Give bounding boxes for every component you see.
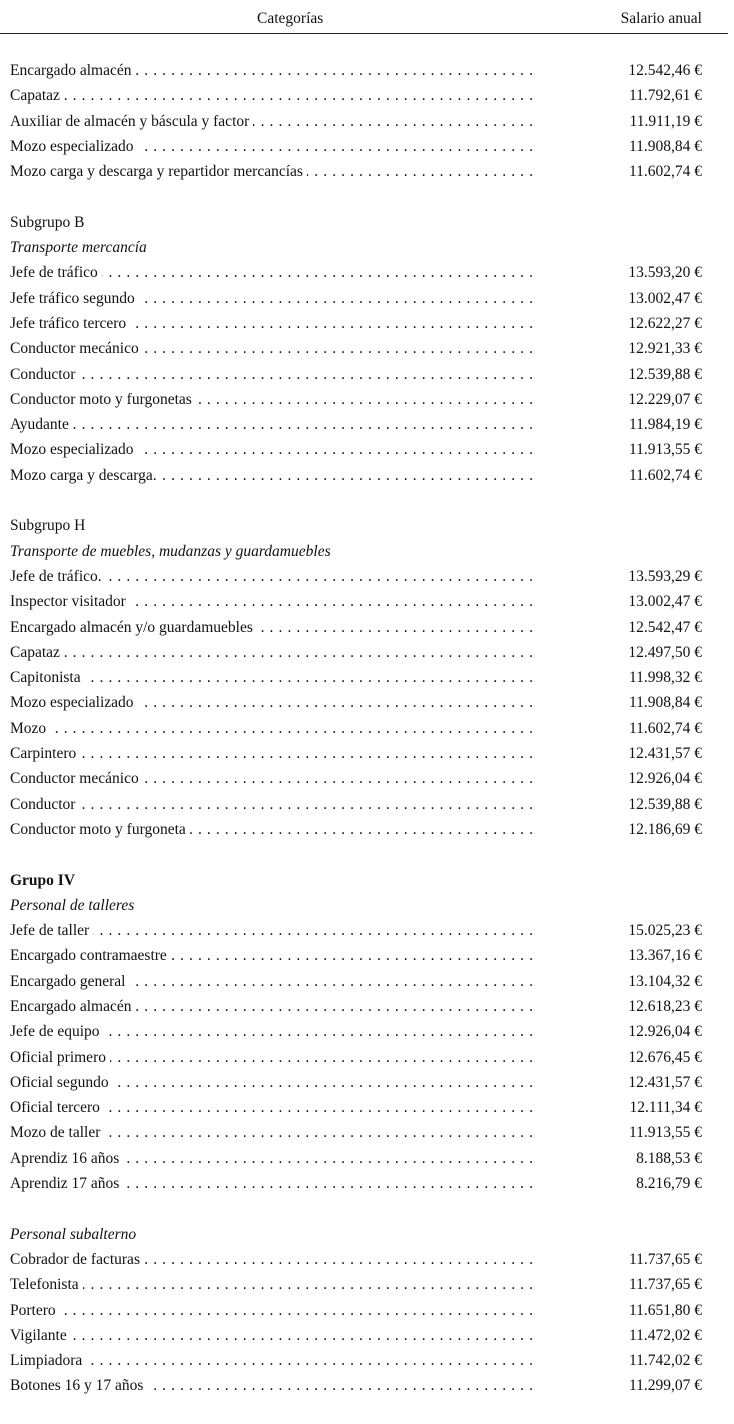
annual-salary: 12.497,50 € — [628, 643, 702, 661]
table-row — [10, 665, 702, 690]
column-header-salario: Salario anual — [620, 10, 702, 27]
category-name: Capitonista — [10, 669, 85, 686]
annual-salary: 11.908,84 € — [628, 137, 702, 155]
category-name: Jefe de taller — [10, 922, 93, 939]
annual-salary: 12.186,69 € — [628, 820, 702, 838]
annual-salary: 11.737,65 € — [628, 1250, 702, 1268]
category-leader — [10, 690, 537, 715]
annual-salary: 12.542,46 € — [628, 62, 702, 79]
category-leader — [10, 387, 537, 412]
category-name: Jefe de tráfico — [10, 264, 102, 281]
category-name: Mozo carga y descarga. — [10, 467, 161, 484]
table-row — [10, 1171, 702, 1196]
annual-salary: 11.913,55 € — [628, 1124, 702, 1142]
table-row — [10, 1095, 702, 1120]
table-header — [0, 0, 728, 34]
category-leader — [10, 109, 537, 134]
annual-salary: 11.998,32 € — [628, 669, 702, 687]
category-leader — [10, 994, 537, 1019]
annual-salary: 11.472,02 € — [628, 1326, 702, 1344]
table-row — [10, 741, 702, 766]
annual-salary: 8.216,79 € — [636, 1175, 702, 1193]
annual-salary: 11.742,02 € — [628, 1352, 702, 1370]
table-row — [10, 311, 702, 336]
category-leader — [10, 159, 537, 184]
category-leader — [10, 640, 537, 665]
table-row — [10, 640, 702, 665]
table-row — [10, 690, 702, 715]
category-leader — [10, 1373, 537, 1398]
category-leader — [10, 83, 537, 108]
table-row — [10, 1323, 702, 1348]
salary-section — [10, 513, 702, 842]
annual-salary: 12.926,04 € — [628, 1023, 702, 1041]
table-row — [10, 286, 702, 311]
annual-salary: 13.002,47 € — [628, 289, 702, 307]
table-row — [10, 1019, 702, 1044]
category-leader — [10, 943, 537, 968]
category-name: Capataz — [10, 644, 64, 661]
category-name: Jefe de tráfico. — [10, 568, 106, 585]
annual-salary: 11.911,19 € — [629, 112, 702, 130]
annual-salary: 11.602,74 € — [628, 719, 702, 737]
category-leader — [10, 918, 537, 943]
category-leader — [10, 589, 537, 614]
category-leader — [10, 1070, 537, 1095]
category-leader — [10, 1272, 537, 1297]
annual-salary: 13.104,32 € — [628, 972, 702, 990]
category-leader — [10, 716, 537, 741]
table-row — [10, 1373, 702, 1398]
table-row — [10, 1298, 702, 1323]
category-leader — [10, 1045, 537, 1070]
category-name: Cobrador de facturas — [10, 1251, 144, 1268]
section-subtitle: Personal subalterno — [10, 1225, 137, 1243]
category-leader — [10, 463, 537, 488]
annual-salary: 11.651,80 € — [628, 1301, 702, 1319]
annual-salary: 12.539,88 € — [628, 795, 702, 813]
annual-salary: 11.299,07 € — [628, 1377, 702, 1395]
annual-salary: 8.188,53 € — [636, 1149, 702, 1167]
category-name: Conductor moto y furgoneta — [10, 821, 190, 838]
table-row — [10, 615, 702, 640]
category-leader — [10, 437, 537, 462]
category-name: Conductor — [10, 366, 79, 383]
category-name: Portero — [10, 1302, 60, 1319]
category-name: Auxiliar de almacén y báscula y factor — [10, 113, 253, 130]
annual-salary: 12.542,47 € — [628, 618, 702, 636]
category-leader — [10, 665, 537, 690]
category-name: Encargado almacén — [10, 62, 136, 79]
category-name: Aprendiz 17 años — [10, 1175, 123, 1192]
section-subtitle: Transporte mercancía — [10, 239, 147, 257]
category-leader — [10, 412, 537, 437]
salary-section — [10, 868, 702, 1197]
category-leader — [10, 792, 537, 817]
category-name: Limpiadora — [10, 1352, 86, 1369]
category-name: Telefonista — [10, 1276, 83, 1293]
section-subtitle: Transporte de muebles, mudanzas y guardamuebles — [10, 542, 331, 560]
category-leader — [10, 1171, 537, 1196]
category-leader — [10, 615, 537, 640]
table-row — [10, 83, 702, 108]
category-name: Mozo especializado — [10, 441, 138, 458]
table-row — [10, 260, 702, 285]
category-name: Jefe tráfico tercero — [10, 315, 130, 332]
category-name: Conductor — [10, 796, 79, 813]
category-leader — [10, 1019, 537, 1044]
category-name: Inspector visitador — [10, 593, 130, 610]
table-row — [10, 1272, 702, 1297]
category-leader — [10, 1095, 537, 1120]
annual-salary: 11.602,74 € — [628, 163, 702, 181]
table-row — [10, 336, 702, 361]
category-name: Oficial segundo — [10, 1074, 113, 1091]
table-row — [10, 1120, 702, 1145]
annual-salary: 13.593,29 € — [628, 567, 702, 585]
category-name: Conductor moto y furgonetas — [10, 391, 196, 408]
category-name: Mozo especializado — [10, 138, 138, 155]
category-name: Capataz — [10, 87, 64, 104]
annual-salary: 13.367,16 € — [628, 947, 702, 965]
category-name: Vigilante — [10, 1327, 71, 1344]
annual-salary: 13.002,47 € — [628, 593, 702, 611]
category-name: Oficial primero — [10, 1049, 110, 1066]
section-subtitle: Personal de talleres — [10, 896, 135, 914]
annual-salary: 11.602,74 € — [628, 466, 702, 484]
category-leader — [10, 741, 537, 766]
table-row — [10, 362, 702, 387]
annual-salary: 15.025,23 € — [628, 922, 702, 940]
annual-salary: 12.539,88 € — [628, 365, 702, 383]
table-row — [10, 564, 702, 589]
category-leader — [10, 362, 537, 387]
category-leader — [10, 260, 537, 285]
annual-salary: 12.431,57 € — [628, 1073, 702, 1091]
annual-salary: 11.792,61 € — [628, 87, 702, 105]
annual-salary: 12.622,27 € — [628, 314, 702, 332]
category-name: Conductor mecánico — [10, 340, 143, 357]
category-leader — [10, 564, 537, 589]
category-name: Mozo especializado — [10, 694, 138, 711]
table-row — [10, 58, 702, 83]
category-name: Carpintero — [10, 745, 80, 762]
category-leader — [10, 817, 537, 842]
table-row — [10, 412, 702, 437]
annual-salary: 12.111,34 € — [629, 1099, 702, 1117]
category-leader — [10, 969, 537, 994]
category-name: Encargado almacén — [10, 998, 136, 1015]
annual-salary: 11.908,84 € — [628, 694, 702, 712]
salary-section — [10, 210, 702, 488]
category-name: Oficial tercero — [10, 1099, 104, 1116]
table-row — [10, 1070, 702, 1095]
table-row — [10, 716, 702, 741]
column-header-categorias: Categorías — [257, 10, 324, 27]
annual-salary: 11.913,55 € — [628, 441, 702, 459]
table-row — [10, 1146, 702, 1171]
category-leader — [10, 1247, 537, 1272]
table-row — [10, 817, 702, 842]
table-row — [10, 463, 702, 488]
category-name: Mozo carga y descarga y repartidor mercancías — [10, 163, 307, 180]
salary-section — [10, 1222, 702, 1399]
category-leader — [10, 286, 537, 311]
category-name: Encargado almacén y/o guardamuebles — [10, 619, 257, 636]
table-row — [10, 994, 702, 1019]
annual-salary: 12.676,45 € — [628, 1048, 702, 1066]
category-name: Botones 16 y 17 años — [10, 1377, 147, 1394]
table-row — [10, 918, 702, 943]
annual-salary: 13.593,20 € — [628, 264, 702, 282]
category-name: Jefe tráfico segundo — [10, 290, 139, 307]
table-row — [10, 437, 702, 462]
annual-salary: 12.921,33 € — [628, 340, 702, 358]
annual-salary: 12.926,04 € — [628, 770, 702, 788]
annual-salary: 12.431,57 € — [628, 745, 702, 763]
salary-sections — [10, 58, 702, 1424]
category-leader — [10, 1120, 537, 1145]
section-title: Subgrupo H — [10, 517, 86, 535]
table-row — [10, 589, 702, 614]
section-title: Subgrupo B — [10, 213, 85, 231]
table-row — [10, 792, 702, 817]
category-leader — [10, 336, 537, 361]
category-leader — [10, 311, 537, 336]
category-leader — [10, 58, 537, 83]
category-leader — [10, 1348, 537, 1373]
category-name: Encargado general — [10, 973, 129, 990]
table-row — [10, 1045, 702, 1070]
section-title: Grupo IV — [10, 871, 76, 889]
category-leader — [10, 1146, 537, 1171]
annual-salary: 12.229,07 € — [628, 390, 702, 408]
category-name: Ayudante — [10, 416, 73, 433]
salary-section — [10, 58, 702, 184]
category-name: Encargado contramaestre — [10, 947, 171, 964]
category-leader — [10, 766, 537, 791]
table-row — [10, 1348, 702, 1373]
table-row — [10, 943, 702, 968]
table-row — [10, 969, 702, 994]
table-row — [10, 159, 702, 184]
category-leader — [10, 134, 537, 159]
category-name: Mozo de taller — [10, 1124, 104, 1141]
table-row — [10, 766, 702, 791]
table-row — [10, 1247, 702, 1272]
annual-salary: 12.618,23 € — [628, 997, 702, 1015]
table-row — [10, 134, 702, 159]
category-name: Jefe de equipo — [10, 1023, 104, 1040]
annual-salary: 11.737,65 € — [628, 1276, 702, 1294]
category-name: Aprendiz 16 años — [10, 1150, 123, 1167]
annual-salary: 11.984,19 € — [628, 416, 702, 434]
table-row — [10, 387, 702, 412]
table-row — [10, 109, 702, 134]
category-leader — [10, 1323, 537, 1348]
category-leader — [10, 1298, 537, 1323]
category-name: Conductor mecánico — [10, 770, 143, 787]
category-name: Mozo — [10, 720, 50, 737]
